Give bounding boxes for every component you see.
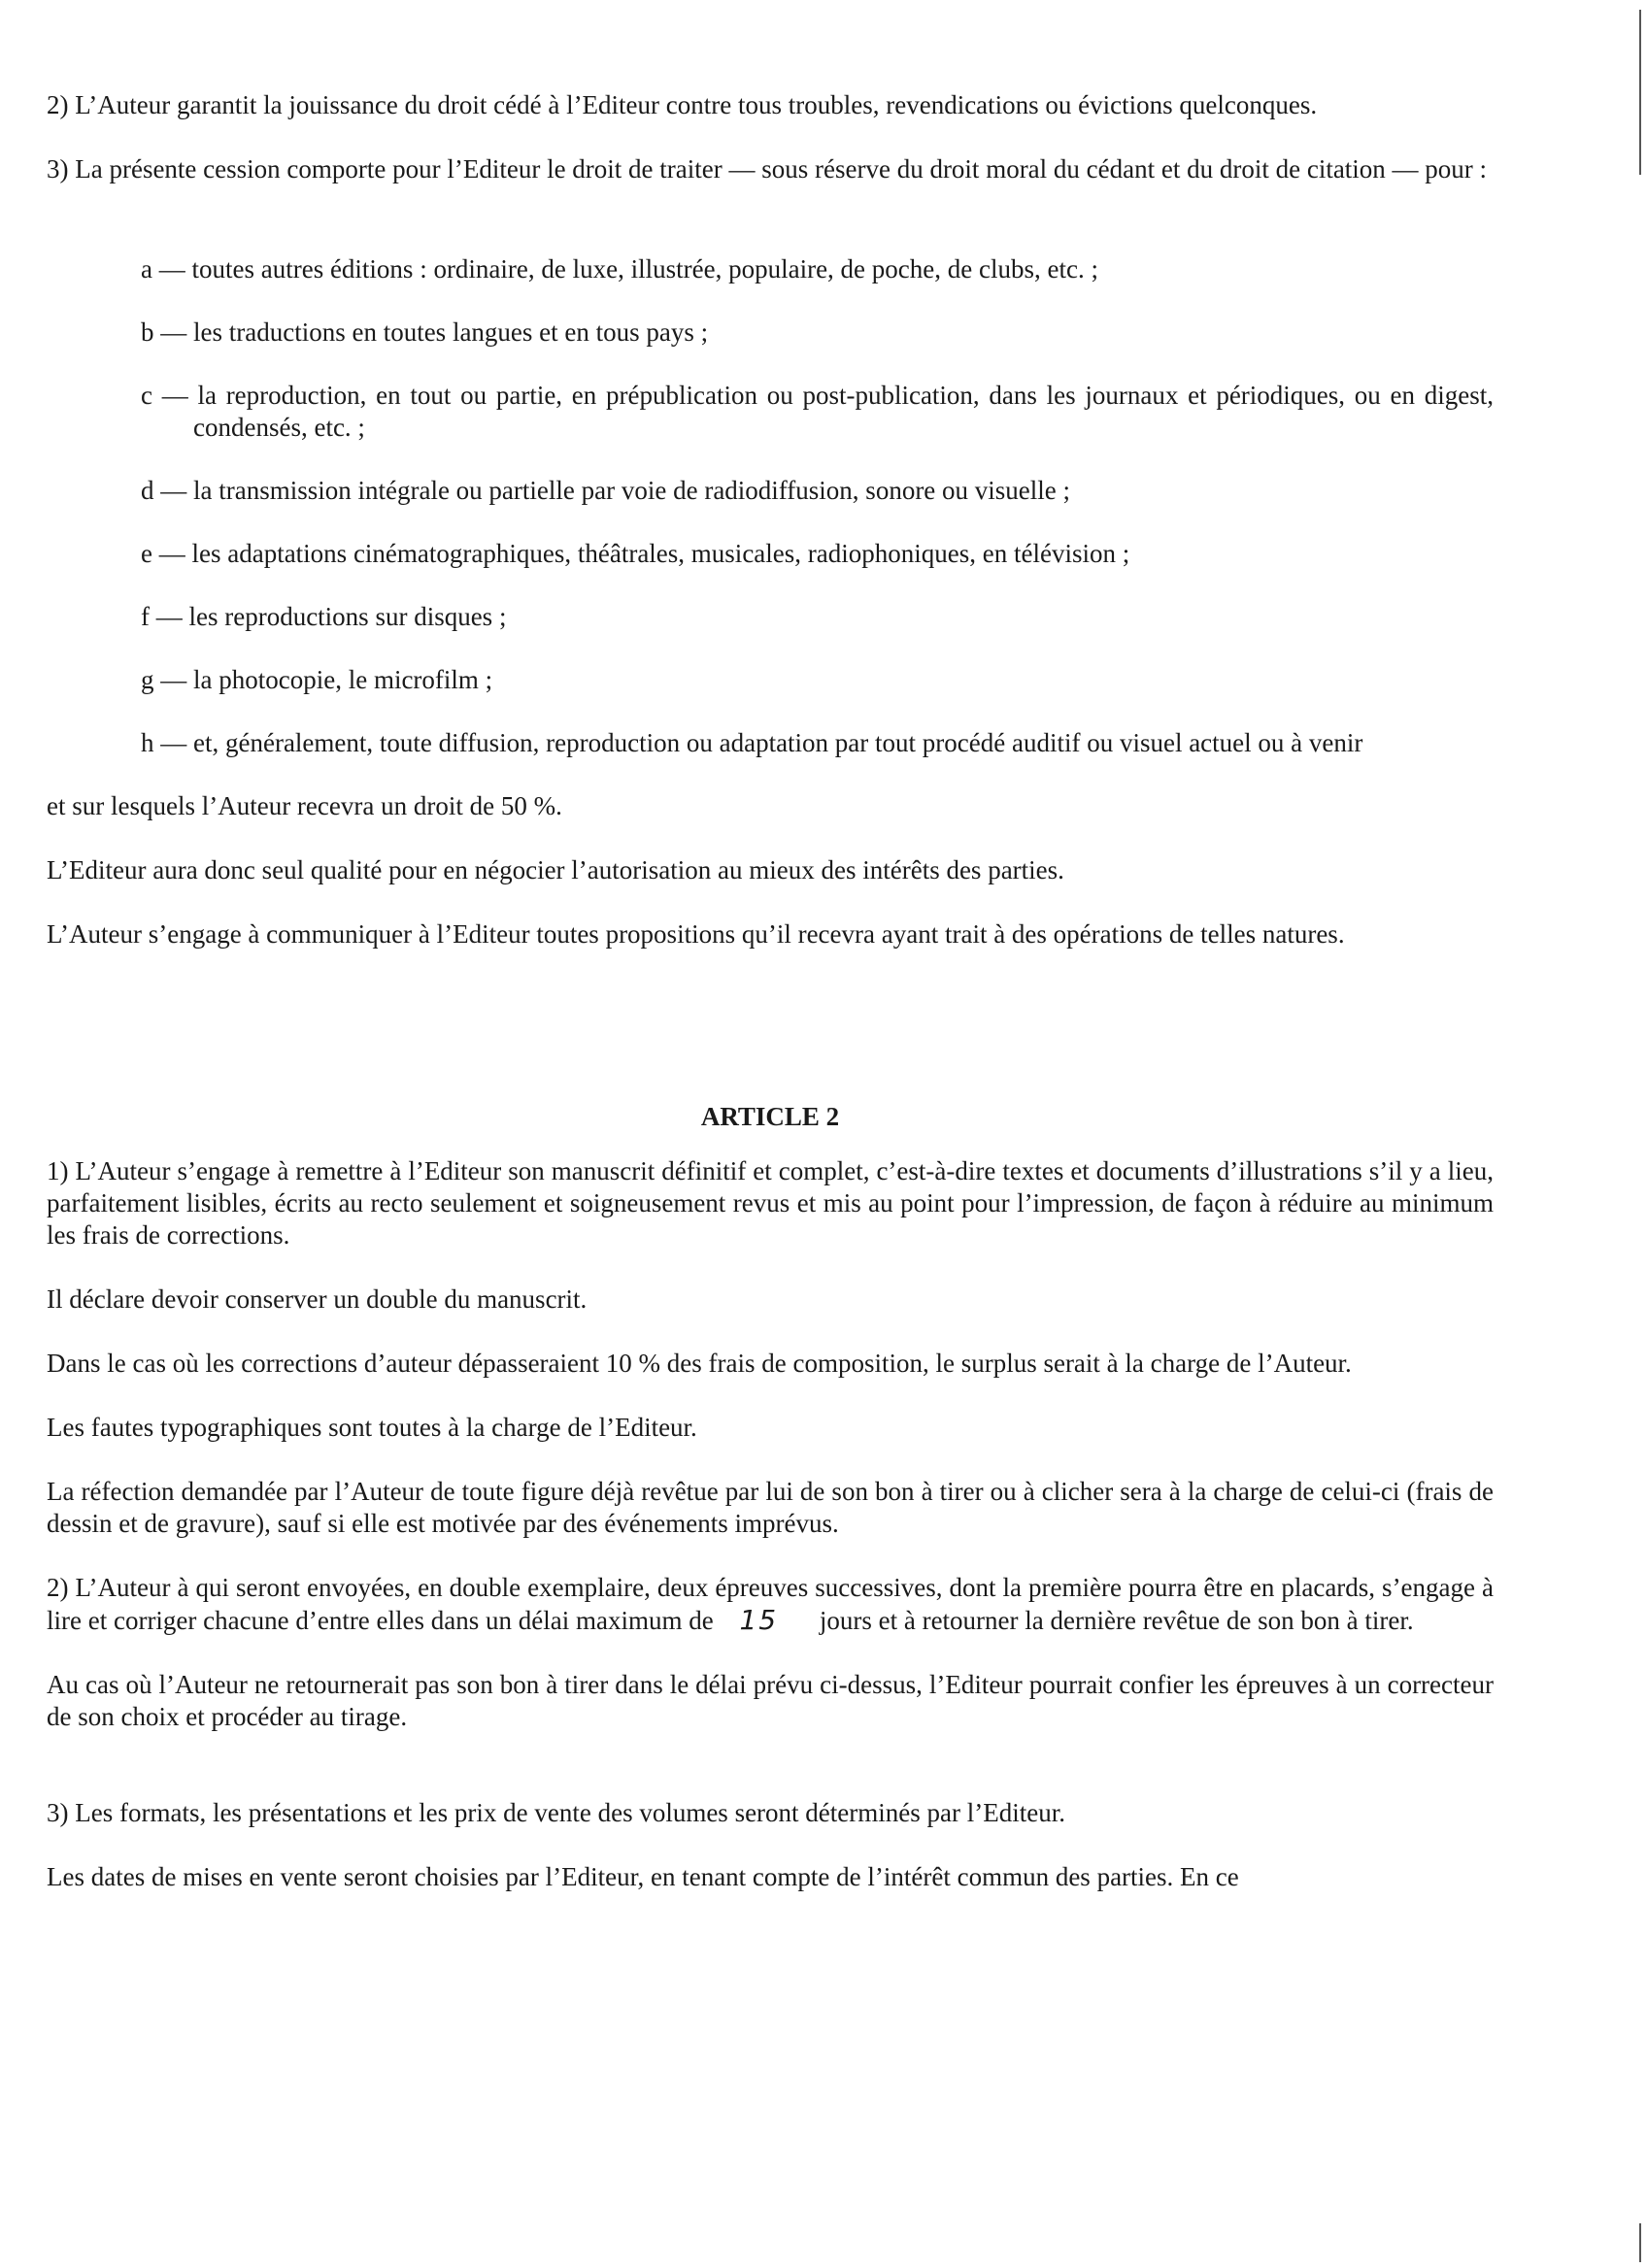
list-item: g — la photocopie, le microfilm ; [141, 665, 493, 694]
scan-edge-line [1639, 2223, 1641, 2262]
document-body [47, 89, 1494, 1893]
paragraph-refection: La réfection demandée par l’Auteur de toute figure déjà revêtue par lui de son bon à tirer ou à clicher sera à la charge de celui-ci (frais de dessin et de gravure), sauf si elle est motivée par des événements imprévus. [47, 1477, 1494, 1538]
rights-list [47, 253, 1494, 759]
paragraph-fautes: Les fautes typographiques sont toutes à la charge de l’Editeur. [47, 1413, 697, 1442]
list-item: d — la transmission intégrale ou partielle par voie de radiodiffusion, sonore ou visuelle ; [141, 476, 1071, 505]
paragraph-manuscrit: 1) L’Auteur s’engage à remettre à l’Editeur son manuscrit définitif et complet, c’est-à-dire textes et documents d’illustrations s’il y a lieu, parfaitement lisibles, écrits au recto seulement et soigneusement revus et mis au point pour l’impression, de façon à réduire au minimum les frais de corrections. [47, 1156, 1494, 1250]
paragraph-droit: et sur lesquels l’Auteur recevra un droit de 50 %. [47, 791, 562, 820]
list-item: c — la reproduction, en tout ou partie, en prépublication ou post-publication, dans les journaux et périodiques, ou en digest, condensés, etc. ; [141, 381, 1494, 442]
paragraph-communiquer: L’Auteur s’engage à communiquer à l’Editeur toutes propositions qu’il recevra ayant trait à des opérations de telles natures. [47, 919, 1345, 949]
list-item: e — les adaptations cinématographiques, théâtrales, musicales, radiophoniques, en télévision ; [141, 539, 1130, 568]
paragraph-retour: Au cas où l’Auteur ne retournerait pas son bon à tirer dans le délai prévu ci-dessus, l’Editeur pourrait confier les épreuves à un correcteur de son choix et procéder au tirage. [47, 1670, 1494, 1731]
paragraph-cession: 3) La présente cession comporte pour l’Editeur le droit de traiter — sous réserve du droit moral du cédant et du droit de citation — pour : [47, 154, 1488, 183]
paragraph-corrections: Dans le cas où les corrections d’auteur dépasseraient 10 % des frais de composition, le surplus serait à la charge de l’Auteur. [47, 1349, 1352, 1378]
list-item: b — les traductions en toutes langues et en tous pays ; [141, 317, 709, 347]
scan-edge-line [1639, 10, 1641, 175]
article-heading: ARTICLE 2 [700, 1102, 840, 1131]
paragraph-double: Il déclare devoir conserver un double du manuscrit. [47, 1284, 588, 1314]
epreuves-text-after: jours et à retourner la dernière revêtue de son bon à tirer. [819, 1606, 1414, 1635]
list-item: h — et, généralement, toute diffusion, reproduction ou adaptation par tout procédé auditif ou visuel actuel ou à venir [141, 728, 1363, 757]
paragraph-epreuves [47, 1572, 1494, 1637]
paragraph-qualite: L’Editeur aura donc seul qualité pour en négocier l’autorisation au mieux des intérêts des parties. [47, 855, 1064, 884]
list-item: a — toutes autres éditions : ordinaire, de luxe, illustrée, populaire, de poche, de clubs, etc. ; [141, 254, 1098, 284]
handwritten-days: 15 [739, 1604, 779, 1636]
paragraph-dates: Les dates de mises en vente seront choisies par l’Editeur, en tenant compte de l’intérêt commun des parties. En ce [47, 1862, 1239, 1891]
epreuves-text-before: 2) L’Auteur à qui seront envoyées, en double exemplaire, deux épreuves successives, dont la première pourra être en placards, s’engage à lire et corriger chacune d’entre elles dans un délai maximum de [47, 1573, 1494, 1635]
paragraph-formats: 3) Les formats, les présentations et les prix de vente des volumes seront déterminés par l’Editeur. [47, 1798, 1065, 1827]
list-item: f — les reproductions sur disques ; [141, 602, 507, 631]
paragraph-warranty: 2) L’Auteur garantit la jouissance du droit cédé à l’Editeur contre tous troubles, revendications ou évictions quelconques. [47, 90, 1318, 119]
